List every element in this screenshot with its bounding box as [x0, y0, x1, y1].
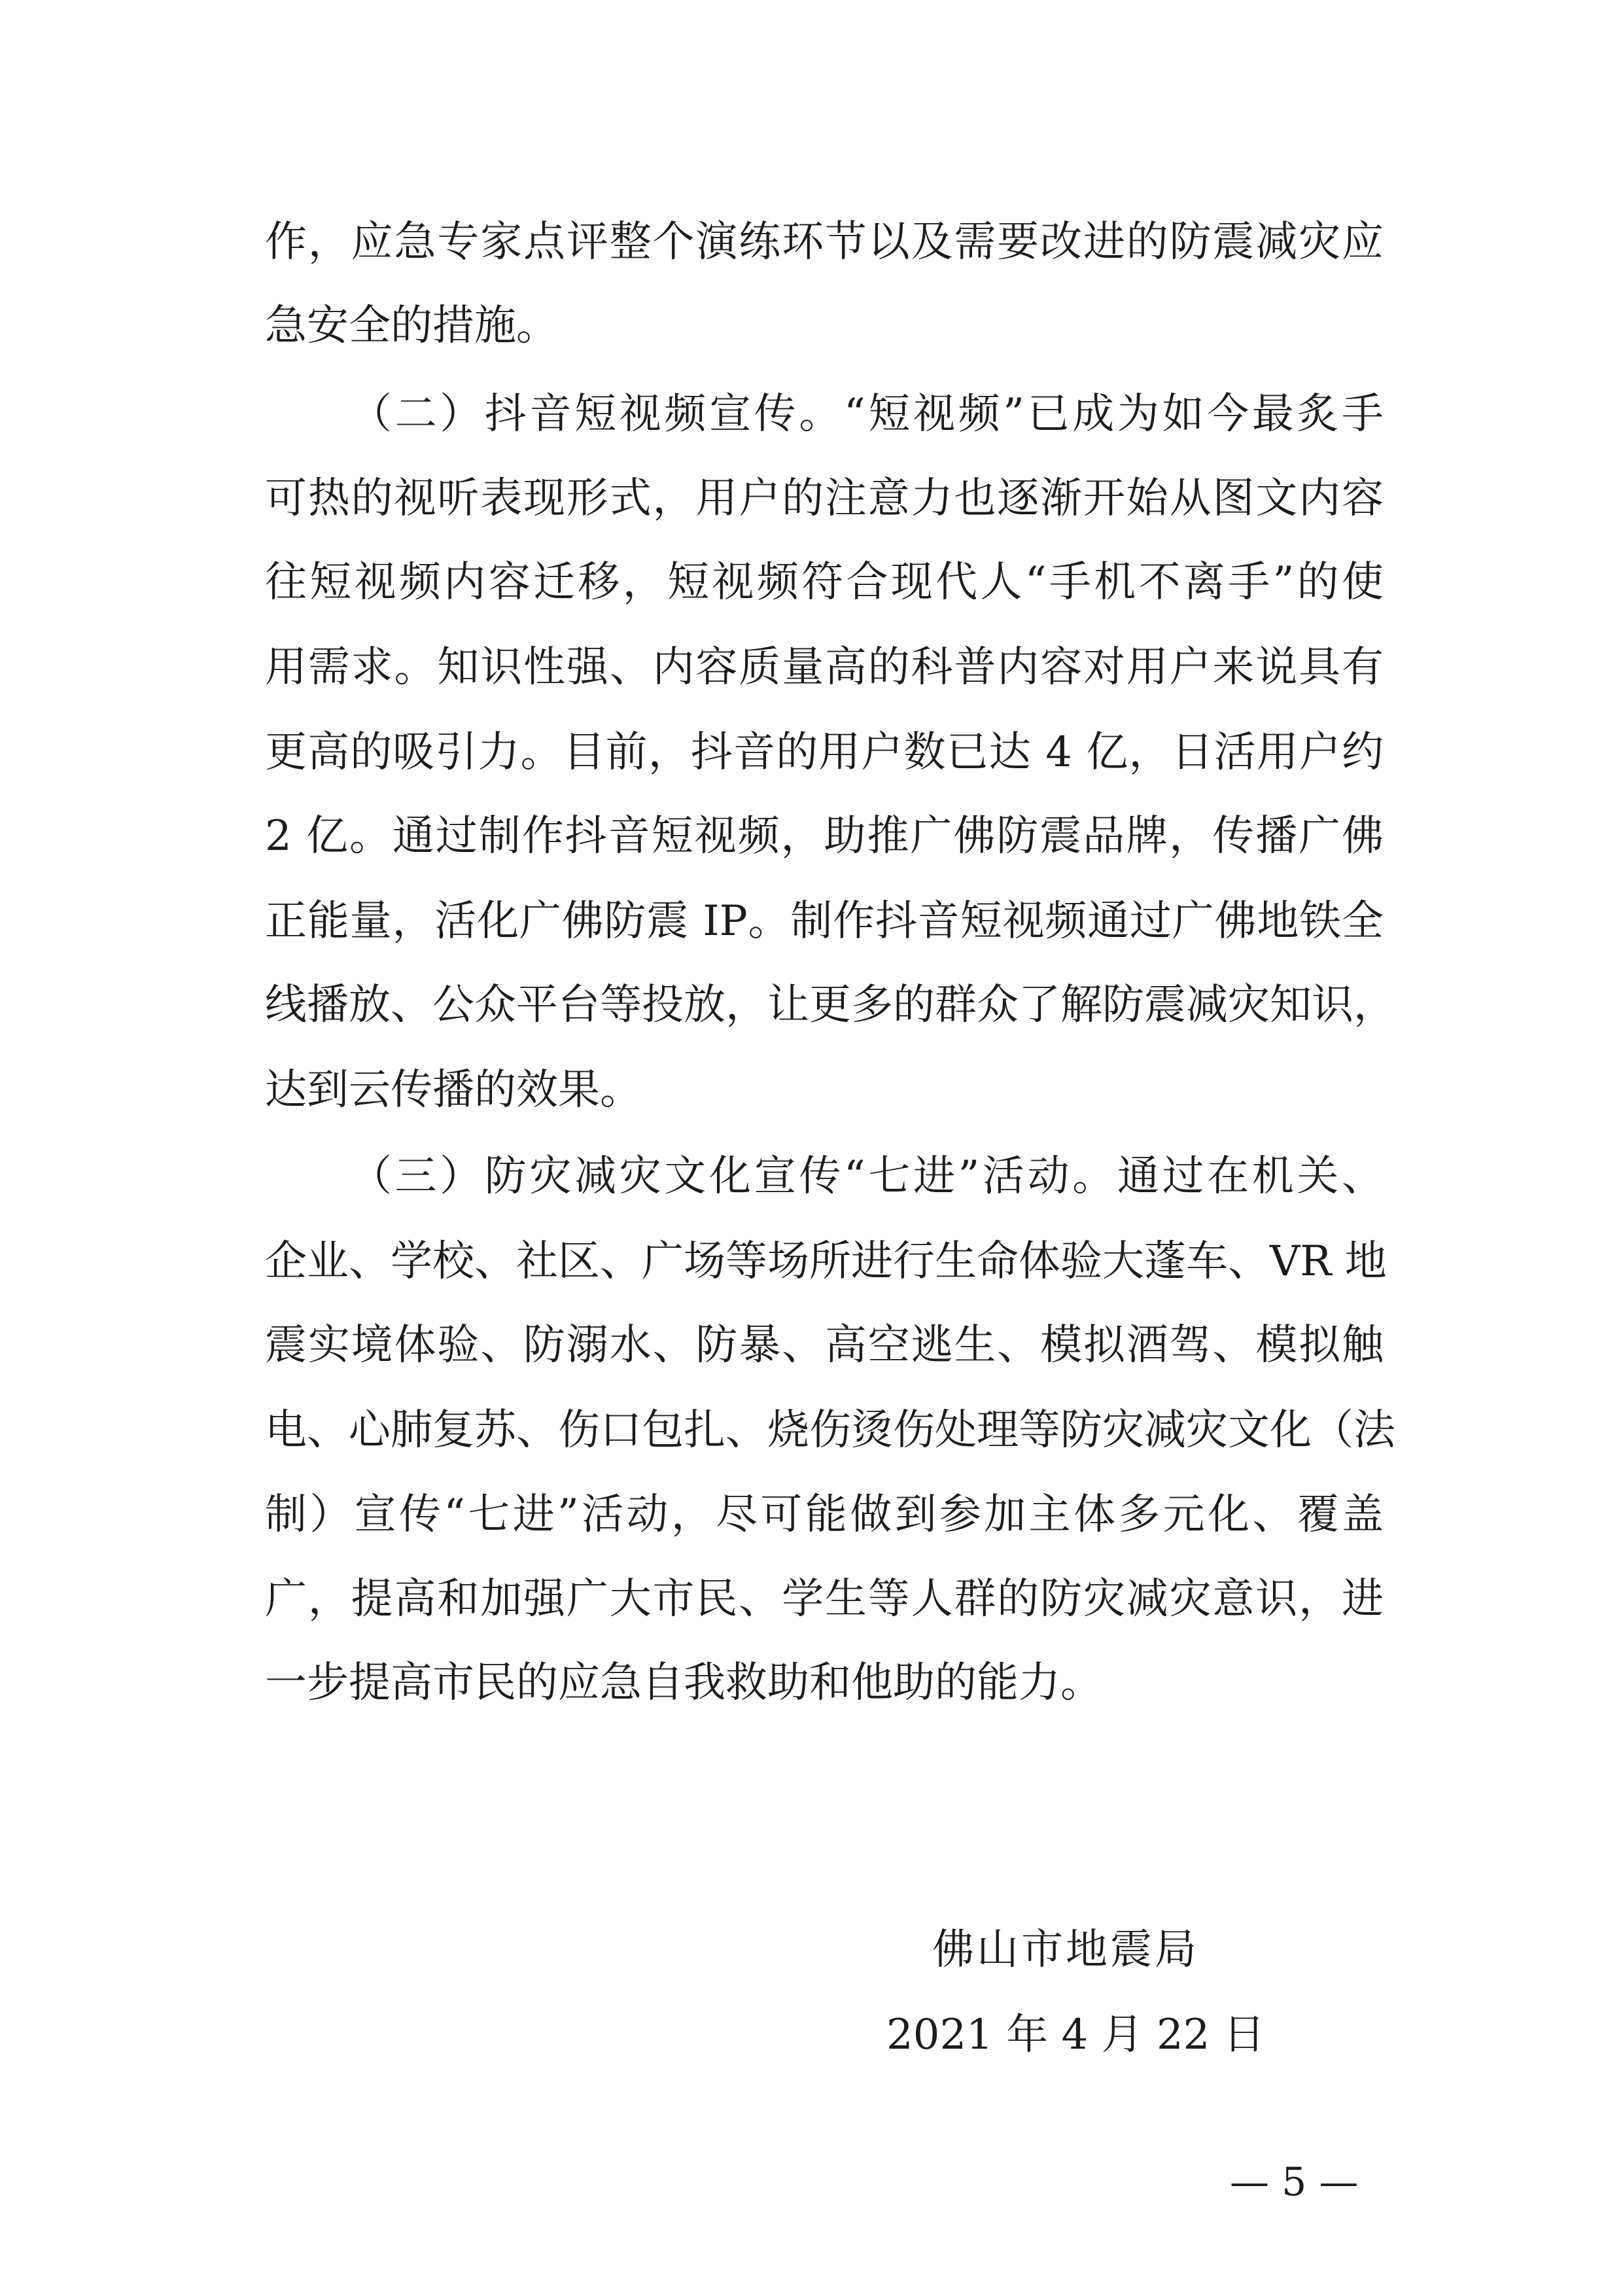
body-text-line: 震实境体验、防溺水、防暴、高空逃生、模拟酒驾、模拟触 — [265, 1321, 1384, 1369]
body-text-line: 用需求。知识性强、内容质量高的科普内容对用户来说具有 — [265, 643, 1384, 692]
body-text-line: 正能量，活化广佛防震 IP。制作抖音短视频通过广佛地铁全 — [265, 897, 1384, 945]
body-text-line: 往短视频内容迁移，短视频符合现代人“手机不离手”的使 — [265, 558, 1384, 607]
signature-organization: 佛山市地震局 — [932, 1926, 1199, 1974]
body-text-line: 可热的视听表现形式，用户的注意力也逐渐开始从图文内容 — [265, 474, 1384, 523]
body-text-line: 电、心肺复苏、伤口包扎、烧伤烫伤处理等防灾减灾文化（法 — [265, 1406, 1395, 1455]
body-text-line: 达到云传播的效果。 — [265, 1066, 642, 1114]
body-text-line: 更高的吸引力。目前，抖音的用户数已达 4 亿，日活用户约 — [265, 728, 1384, 777]
page-number: — 5 — — [1230, 2159, 1359, 2205]
body-text-line: 企业、学校、社区、广场等场所进行生命体验大蓬车、VR 地 — [265, 1237, 1387, 1286]
body-text-line: 作，应急专家点评整个演练环节以及需要改进的防震减灾应 — [265, 218, 1384, 266]
body-text-line: 广，提高和加强广大市民、学生等人群的防灾减灾意识，进 — [265, 1575, 1384, 1623]
body-text-line: 2 亿。通过制作抖音短视频，助推广佛防震品牌，传播广佛 — [265, 812, 1384, 860]
section-heading-line: （三）防灾减灾文化宣传“七进”活动。通过在机关、 — [350, 1152, 1384, 1201]
body-text-line: 一步提高市民的应急自我救助和他助的能力。 — [265, 1659, 1102, 1707]
signature-date: 2021 年 4 月 22 日 — [886, 2011, 1265, 2059]
body-text-line: 急安全的措施。 — [265, 302, 558, 350]
body-text-line: 制）宣传“七进”活动，尽可能做到参加主体多元化、覆盖 — [265, 1491, 1384, 1539]
body-text-line: 线播放、公众平台等投放，让更多的群众了解防震减灾知识， — [265, 981, 1395, 1029]
section-heading-line: （二）抖音短视频宣传。“短视频”已成为如今最炙手 — [350, 390, 1384, 438]
